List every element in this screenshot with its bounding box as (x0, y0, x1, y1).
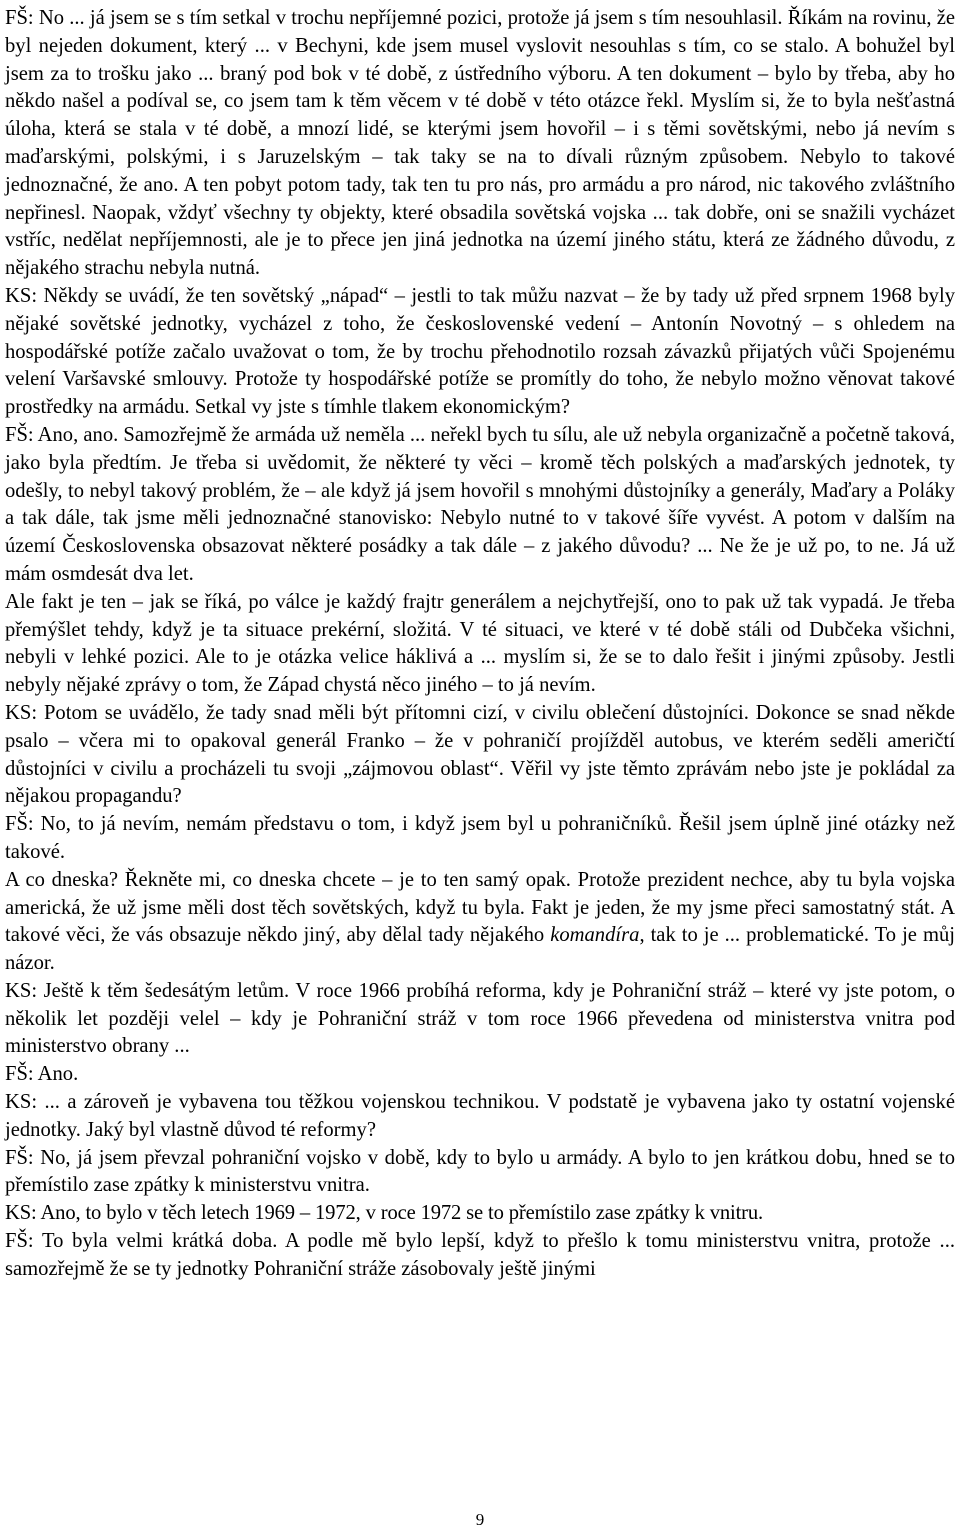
paragraph-fs-2: FŠ: Ano, ano. Samozřejmě že armáda už neměla ... neřekl bych tu sílu, ale už nebyla organizačně a početně taková, jako byla předtím. Je třeba si uvědomit, že některé ty věci – kromě těch polských a maďarských jednotek, ty odešly, to nebyl takový problém, že – ale když já jsem hovořil s mnohými důstojníky a generály, Maďary a Poláky a tak dále, tak jsme měli jednoznačné stanovisko: Nebylo nutné to v takové šíře vyvést. A potom v dalším na území Československa obsazovat některé posádky a tak dále – z jakého důvodu? ... Ne že je už po, to ne. Já už mám osmdesát dva let. (5, 423, 956, 585)
paragraph-fs-3: Ale fakt je ten – jak se říká, po válce je každý frajtr generálem a nejchytřejší, ono to pak už tak vypadá. Je třeba přemýšlet tehdy, když je ta situace prekérní, složitá. V té situaci, ve které v té době stáli od Dubčeka všichni, nebyli v lehké pozici. Ale to je otázka velice háklivá a ... myslím si, že se to dalo řešit i jinými způsoby. Jestli nebyly nějaké zprávy o tom, že Západ chystá něco jiného – to já nevím. (5, 590, 955, 697)
paragraph-fs-1: FŠ: No ... já jsem se s tím setkal v trochu nepříjemné pozici, protože já jsem s tím nesouhlasil. Říkám na rovinu, že byl nejeden dokument, který ... v Bechyni, kde jsem musel vyslovit nesouhlas s tím, co se stalo. A bohužel byl jsem za to trošku jako ... braný pod bok v té době, z ústředního výboru. A ten dokument – bylo by třeba, aby ho někdo našel a podíval se, co jsem tam k těm věcem v té době v této otázce řekl. Myslím si, že to byla nešťastná úloha, která se stala v té době, a mnozí lidé, se kterými jsem hovořil – i s těmi sovětskými, nebo já nevím s maďarskými, polskými, i s Jaruzelským – tak taky se na to dívali různým způsobem. Nebylo to takové jednoznačné, že ano. A ten pobyt potom tady, tak ten tu pro nás, pro armádu a pro národ, nic takového zvláštního nepřinesl. Naopak, vždyť všechny ty objekty, které obsadila sovětská vojska ... tak dobře, oni se snažili vycházet vstříc, nedělat nepříjemnosti, ale je to přece jen jiná jednotka na území jiného státu, která ze žádného důvodu, z nějakého strachu nebyla nutná. (5, 7, 955, 280)
paragraph-fs-4: FŠ: No, to já nevím, nemám představu o tom, i když jsem byl u pohraničníků. Řešil jsem úplně jiné otázky než takové. (5, 813, 955, 863)
paragraph-fs-7: FŠ: No, já jsem převzal pohraniční vojsko v době, kdy to bylo u armády. A bylo to jen krátkou dobu, hned se to přemístilo zase zpátky k ministerstvu vnitra. (5, 1146, 955, 1197)
paragraph-ks-2: KS: Potom se uvádělo, že tady snad měli být přítomni cizí, v civilu oblečení důstojníci. Dokonce se snad někde psalo – včera mi to opakoval generál Franko – že v pohraničí projížděl autobus, ve kterém seděli američtí důstojníci v civilu a procházeli tu svoji „zájmovou oblast“. Věřil vy jste těmto zprávám nebo jste je pokládal za nějakou propagandu? (5, 701, 955, 808)
paragraph-ks-1: KS: Někdy se uvádí, že ten sovětský „nápad“ – jestli to tak můžu nazvat – že by tady už před srpnem 1968 byly nějaké sovětské jednotky, vycházel z toho, že československé vedení – Antonín Novotný – s ohledem na hospodářské potíže začalo uvažovat o tom, že by trochu přehodnotilo rozsah závazků přijatých vůči Spojenému velení Varšavské smlouvy. Protože ty hospodářské potíže se promítly do toho, že nebylo možno věnovat takové prostředky na armádu. Setkal vy jste s tímhle tlakem ekonomickým? (5, 284, 955, 419)
paragraph-ks-4: KS: ... a zároveň je vybavena tou těžkou vojenskou technikou. V podstatě je vybavena jako ty ostatní vojenské jednotky. Jaký byl vlastně důvod té reformy? (5, 1091, 955, 1141)
italic-term: komandíra (550, 924, 640, 947)
paragraph-ks-3: KS: Ještě k těm šedesátým letům. V roce 1966 probíhá reforma, kdy je Pohraniční stráž – které vy jste potom, o několik let později velel – kdy je Pohraniční stráž v tom roce 1966 převedena od ministerstva vnitra pod ministerstvo obrany ... (5, 979, 955, 1058)
paragraph-text-before: A co dneska? Řekněte mi, co dneska chcete – je to ten samý opak. Protože prezident nechce, aby tu byla vojska americká, že už jsme měli dost těch sovětských, když tu byla. Fakt je jeden, že my jsme přeci samostatný stát. A takové věci, že vás obsazuje někdo jiný, aby dělal tady nějakého (5, 868, 955, 947)
paragraph-fs-6: FŠ: Ano. (5, 1063, 79, 1086)
page-number: 9 (475, 1510, 485, 1529)
paragraph-fs-5 (5, 867, 955, 978)
paragraph-text-after: , tak to je ... problematické. To je můj názor. (5, 924, 955, 975)
paragraph-fs-8: FŠ: To byla velmi krátká doba. A podle mě bylo lepší, když to přešlo k tomu ministerstvu vnitra, protože ... samozřejmě že se ty jednotky Pohraniční stráže zásobovaly ještě jinými (5, 1230, 955, 1280)
document-body (5, 5, 955, 1284)
paragraph-ks-5: KS: Ano, to bylo v těch letech 1969 – 1972, v roce 1972 se to přemístilo zase zpátky k vnitru. (5, 1202, 764, 1225)
